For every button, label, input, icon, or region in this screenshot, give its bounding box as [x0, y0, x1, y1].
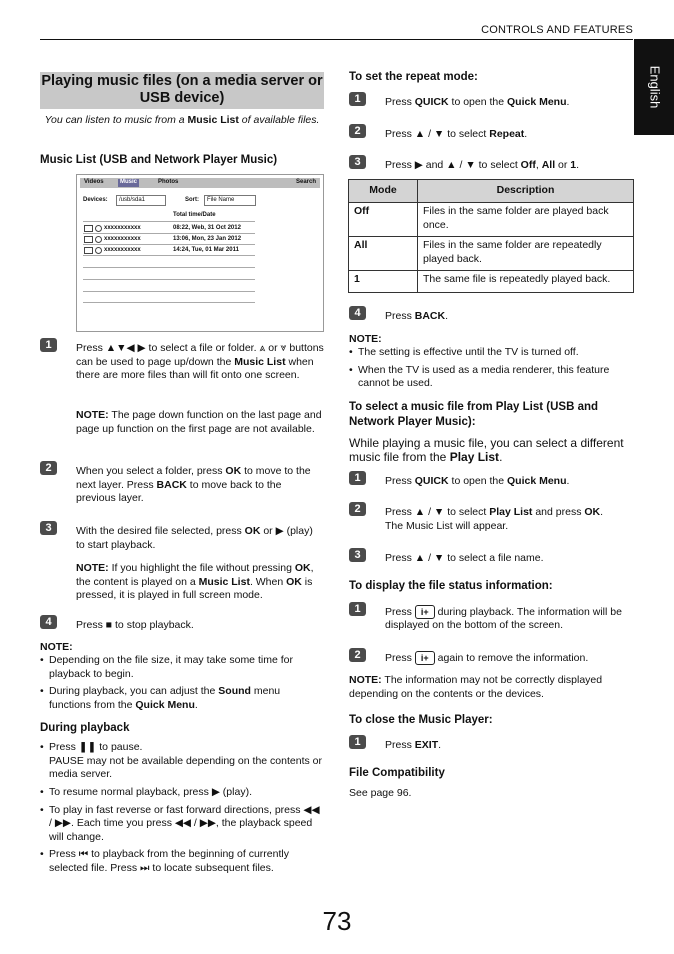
intro-text: You can listen to music from a Music List of available files. — [44, 114, 320, 126]
col-mode: Mode — [349, 180, 418, 203]
page-number: 73 — [322, 906, 352, 936]
step-number: 1 — [40, 338, 57, 352]
list-item: • Press ❚❚ to pause. PAUSE may not be available depending on the contents or media server. — [40, 741, 324, 782]
note-label: NOTE: — [349, 333, 382, 345]
list-item: • Press ⏮ to playback from the beginning of currently selected file. Press ⏭ to locate subsequent files. — [40, 848, 324, 875]
step-3-text: With the desired file selected, press OK or ▶ (play) to start playback. — [76, 525, 313, 551]
screen-tab-bar — [80, 178, 320, 188]
col-header: Total time/Date — [173, 212, 216, 218]
step-number: 4 — [40, 615, 57, 629]
list-item: • The setting is effective until the TV is turned off. — [349, 346, 634, 360]
during-playback-heading: During playback — [40, 722, 130, 734]
language-tab — [634, 39, 674, 135]
file-name: xxxxxxxxxxx — [104, 236, 141, 242]
table-header-row — [349, 180, 634, 203]
repeat-note-list — [349, 346, 634, 395]
play-list-step-3: Press ▲ / ▼ to select a file name. — [385, 552, 544, 564]
section-header: CONTROLS AND FEATURES — [481, 24, 633, 36]
file-date: 13:06, Mon, 23 Jan 2012 — [173, 236, 242, 242]
tab-photos: Photos — [158, 179, 179, 185]
file-compat-text: See page 96. — [349, 787, 412, 799]
status-step-2: Press i+ again to remove the information. — [385, 651, 589, 664]
devices-label: Devices: — [83, 197, 108, 203]
table-row: 1 The same file is repeatedly played back. — [349, 271, 634, 293]
folder-icon — [84, 236, 93, 243]
play-list-step-1: Press QUICK to open the Quick Menu. — [385, 475, 570, 487]
note-list — [40, 654, 324, 717]
page-title: Playing music files (on a media server or USB device) — [40, 72, 324, 109]
folder-icon — [84, 225, 93, 232]
close-step-1: Press EXIT. — [385, 739, 442, 751]
step-number: 4 — [349, 306, 366, 320]
repeat-step-1: Press QUICK to open the Quick Menu. — [385, 96, 570, 108]
step-number: 2 — [40, 461, 57, 475]
step-number: 1 — [349, 602, 366, 616]
sort-value: File Name — [204, 195, 256, 206]
step-number: 2 — [349, 124, 366, 138]
list-item: • When the TV is used as a media renderer, this feature cannot be used. — [349, 364, 634, 391]
file-compat-heading: File Compatibility — [349, 767, 445, 779]
step-1-note: NOTE: The page down function on the last page and page up function on the first page are not available. — [76, 409, 322, 435]
music-note-icon — [95, 225, 102, 232]
status-note: NOTE: The information may not be correctly displayed depending on the contents or the devices. — [349, 674, 603, 700]
sort-label: Sort: — [185, 197, 199, 203]
step-2-text: When you select a folder, press OK to move to the next layer. Press BACK to move back to the previous layer. — [76, 465, 311, 505]
list-item: • To resume normal playback, press ▶ (play). — [40, 786, 324, 800]
music-list-screenshot — [76, 174, 324, 332]
step-number: 1 — [349, 735, 366, 749]
step-4-text: Press ■ to stop playback. — [76, 619, 194, 631]
note-label: NOTE: — [40, 641, 73, 653]
repeat-heading: To set the repeat mode: — [349, 71, 478, 83]
file-name: xxxxxxxxxxx — [104, 247, 141, 253]
list-item: • During playback, you can adjust the Sound menu functions from the Quick Menu. — [40, 685, 324, 712]
step-number: 3 — [40, 521, 57, 535]
col-description: Description — [418, 180, 634, 203]
music-list-heading: Music List (USB and Network Player Music) — [40, 154, 278, 166]
step-number: 2 — [349, 648, 366, 662]
folder-icon — [84, 247, 93, 254]
step-3-note: NOTE: If you highlight the file without pressing OK, the content is played on a Music List. When OK is pressed, it is played in full screen mode. — [76, 562, 314, 602]
step-number: 3 — [349, 548, 366, 562]
file-date: 14:24, Tue, 01 Mar 2011 — [173, 247, 239, 253]
step-1-text: Press ▲▼◀ ▶ to select a file or folder. ⩓ or ⩔ buttons can be used to page up/down the Music List when there are more files than will fit onto one screen. — [76, 342, 324, 382]
list-item: • To play in fast reverse or fast forward directions, press ◀◀ / ▶▶. Each time you press ◀◀ / ▶▶, the playback speed will change. — [40, 804, 324, 845]
during-playback-list — [40, 741, 324, 880]
devices-value: /usb/sda1 — [116, 195, 166, 206]
step-number: 3 — [349, 155, 366, 169]
tab-music: Music — [120, 179, 138, 185]
play-list-step-2: Press ▲ / ▼ to select Play List and press OK. The Music List will appear. — [385, 506, 604, 532]
repeat-step-3: Press ▶ and ▲ / ▼ to select Off, All or 1. — [385, 159, 580, 171]
repeat-step-2: Press ▲ / ▼ to select Repeat. — [385, 128, 528, 140]
repeat-step-4: Press BACK. — [385, 310, 449, 322]
status-step-1: Press i+ during playback. The information will be displayed on the bottom of the screen. — [385, 605, 622, 632]
screen-search: Search — [295, 179, 316, 185]
table-row: Off Files in the same folder are played back once. — [349, 203, 634, 237]
music-note-icon — [95, 247, 102, 254]
table-row: All Files in the same folder are repeatedly played back. — [349, 237, 634, 271]
play-list-heading: To select a music file from Play List (USB and Network Player Music): — [349, 401, 599, 428]
close-heading: To close the Music Player: — [349, 714, 493, 726]
music-note-icon — [95, 236, 102, 243]
step-number: 1 — [349, 471, 366, 485]
list-item: • Depending on the file size, it may take some time for playback to begin. — [40, 654, 324, 681]
status-heading: To display the file status information: — [349, 580, 553, 592]
info-button-icon: i+ — [415, 605, 435, 619]
info-button-icon: i+ — [415, 651, 435, 665]
file-name: xxxxxxxxxxx — [104, 225, 141, 231]
step-number: 1 — [349, 92, 366, 106]
tab-videos: Videos — [84, 179, 104, 185]
file-date: 08:22, Web, 31 Oct 2012 — [173, 225, 241, 231]
step-number: 2 — [349, 502, 366, 516]
language-tab-label: English — [647, 65, 663, 109]
repeat-mode-table — [348, 179, 634, 293]
header-rule — [40, 39, 633, 40]
play-list-lead: While playing a music file, you can select a different music file from the Play List. — [349, 436, 624, 464]
